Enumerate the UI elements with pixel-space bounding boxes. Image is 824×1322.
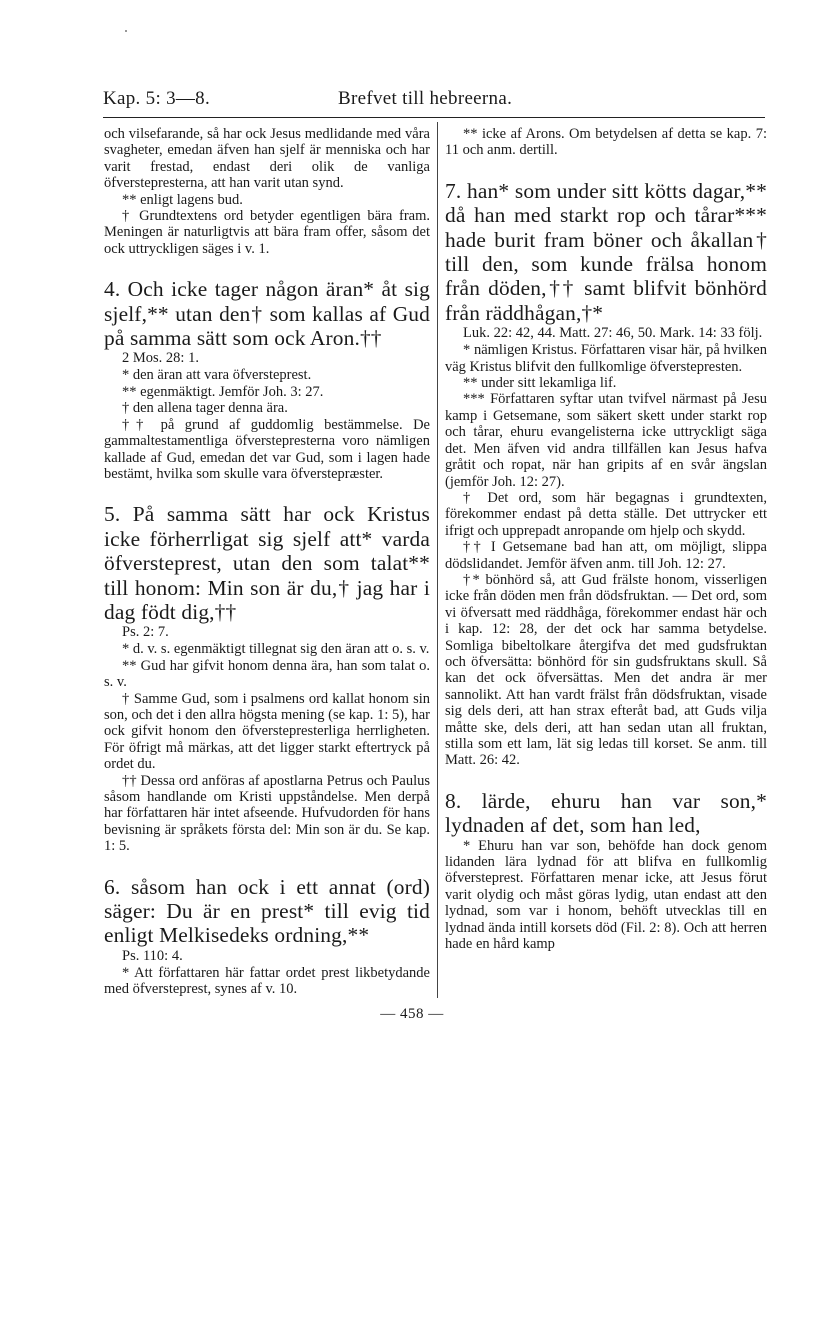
footnote: †† på grund af guddomlig bestämmelse. De gammaltestamentliga öfverstepresterna voro nämligen kallade af Gud, emedan det var Gud, som i lagen hade bestämt, hvilka som skulle vara öfverstepræster. [104, 416, 430, 482]
footnote: *** Författaren syftar utan tvifvel närmast på Jesu kamp i Getsemane, som säkert skett under starkt rop och tårar, ehuru evangelisterna icke uttryckligt säga det. Men äfven vid andra tillfällen kan Jesus hafva gråtit och ropat, när han gripits af en svår ängslan (jemför Joh. 12: 27). [445, 391, 767, 490]
footnote: * d. v. s. egenmäktigt tillegnat sig den äran att o. s. v. [122, 641, 430, 658]
footnote: † Det ord, som här begagnas i grundtexten, förekommer endast på detta ställe. Det uttrycker ett ifrigt och upprepadt anropande om hjelp och skydd. [445, 489, 767, 539]
footnote: †† I Getsemane bad han att, om möjligt, slippa dödslidandet. Jemför äfven anm. till Joh. 12: 27. [445, 539, 767, 572]
footnote: ** egenmäktigt. Jemför Joh. 3: 27. [122, 383, 324, 400]
cross-reference: Ps. 110: 4. [122, 947, 183, 964]
verse-5: 5. På samma sätt har ock Kristus icke förherrligat sig sjelf att* varda öfversteprest, utan den som talat** till honom: Min son är du,† jag har i dag födt dig,†† [104, 502, 430, 624]
footnote: † Grundtextens ord betyder egentligen bära fram. Meningen är naturligtvis att bära fram offer, såsom det ock uttryckligen säges i v. 1. [104, 208, 430, 257]
book-title: Brefvet till hebreerna. [338, 88, 513, 109]
verse-6: 6. såsom han ock i ett annat (ord) säger: Du är en prest* till evig tid enligt Melkisedeks ordning,** [104, 874, 430, 948]
footnote: †† Dessa ord anföras af apostlarna Petrus och Paulus såsom handlande om Kristi uppståndelse. Men derpå har författaren här intet afseende. Hufvudorden för hans bevisning är språkets första del: Min son är du. Se kap. 1: 5. [104, 772, 430, 855]
cross-reference: Luk. 22: 42, 44. Matt. 27: 46, 50. Mark. 14: 33 följ. [463, 325, 763, 342]
column-separator [437, 122, 438, 998]
cross-reference: Ps. 2: 7. [122, 624, 169, 641]
footnote: ** icke af Arons. Om betydelsen af detta se kap. 7: 11 och anm. dertill. [445, 126, 767, 159]
footnote: * Ehuru han var son, behöfde han dock genom lidanden lära lydnad för att blifva en fullkomlig öfversteprest. Författaren menar icke, att Jesus förut varit olydig och måst göras lydig, utan endast att den lydnad, som var i honom, behöft utvecklas till en lydnad ända intill korsets död (Fil. 2: 8). Och att herren hade en hård kamp [445, 837, 767, 953]
left-column [104, 126, 430, 998]
footnote: ** enligt lagens bud. [122, 191, 243, 208]
page-number: — 458 — [380, 1006, 444, 1022]
footnote: * den äran att vara öfversteprest. [122, 367, 312, 384]
footnote: * Att författaren här fattar ordet prest likbetydande med öfversteprest, synes af v. 10. [104, 964, 430, 998]
scan-speck [125, 30, 127, 32]
footnote: † den allena tager denna ära. [122, 400, 288, 417]
footnote: ** under sitt lekamliga lif. [463, 375, 617, 392]
continuation-paragraph: och vilsefarande, så har ock Jesus medlidande med våra svagheter, emedan äfven han sjelf är menniska och har varit frestad, endast deri olik de vanliga öfverstepresterna, att han varit utan synd. [104, 126, 430, 192]
verse-4: 4. Och icke tager någon äran* åt sig sjelf,** utan den† som kallas af Gud på samma sätt som ock Aron.†† [104, 277, 430, 351]
footnote: ** Gud har gifvit honom denna ära, han som talat o. s. v. [104, 657, 430, 691]
verse-7: 7. han* som under sitt kötts dagar,** då han med starkt rop och tårar*** hade burit fram böner och åkallan† till den, som kunde frälsa honom från döden,†† samt blifvit bönhörd från räddhågan,†* [445, 178, 767, 325]
footnote: * nämligen Kristus. Författaren visar här, på hvilken väg Kristus blifvit den fullkomlige öfverstepresten. [445, 342, 767, 375]
right-column [445, 126, 767, 952]
footnote: †* bönhörd så, att Gud frälste honom, visserligen icke från döden men från dödsfruktan. — Det ord, som vi öfversatt med räddhåga, förekommer endast här och i kap. 12: 28, der det ock har samma betydelse. Somliga bibeltolkare återgifva det med gudsfruktan och öfversätta: bönhörd för sin gudsfruktans skull. Så kan det ock öfversättas. Men det andra är mer sannolikt. Att han vardt frälst från dödsfruktan, visade sig dels deri, att han strax efteråt bad, att Guds vilja måtte ske, dels deri, att han sedan utan all fruktan, stilla som ett lam, lät sig ledas till korset. Se anm. till Matt. 26: 42. [445, 571, 767, 769]
footnote: † Samme Gud, som i psalmens ord kallat honom sin son, och det i den allra högsta mening (se kap. 1: 5), har ock gifvit honom den öfverstepresterliga herrligheten. För öfrigt må märkas, att det ligger starkt eftertryck på ordet du. [104, 690, 430, 773]
chapter-reference: Kap. 5: 3—8. [103, 88, 211, 109]
cross-reference: 2 Mos. 28: 1. [122, 350, 199, 367]
running-header [103, 86, 765, 112]
header-rule [103, 117, 765, 118]
verse-8: 8. lärde, ehuru han var son,* lydnaden af det, som han led, [445, 788, 767, 838]
